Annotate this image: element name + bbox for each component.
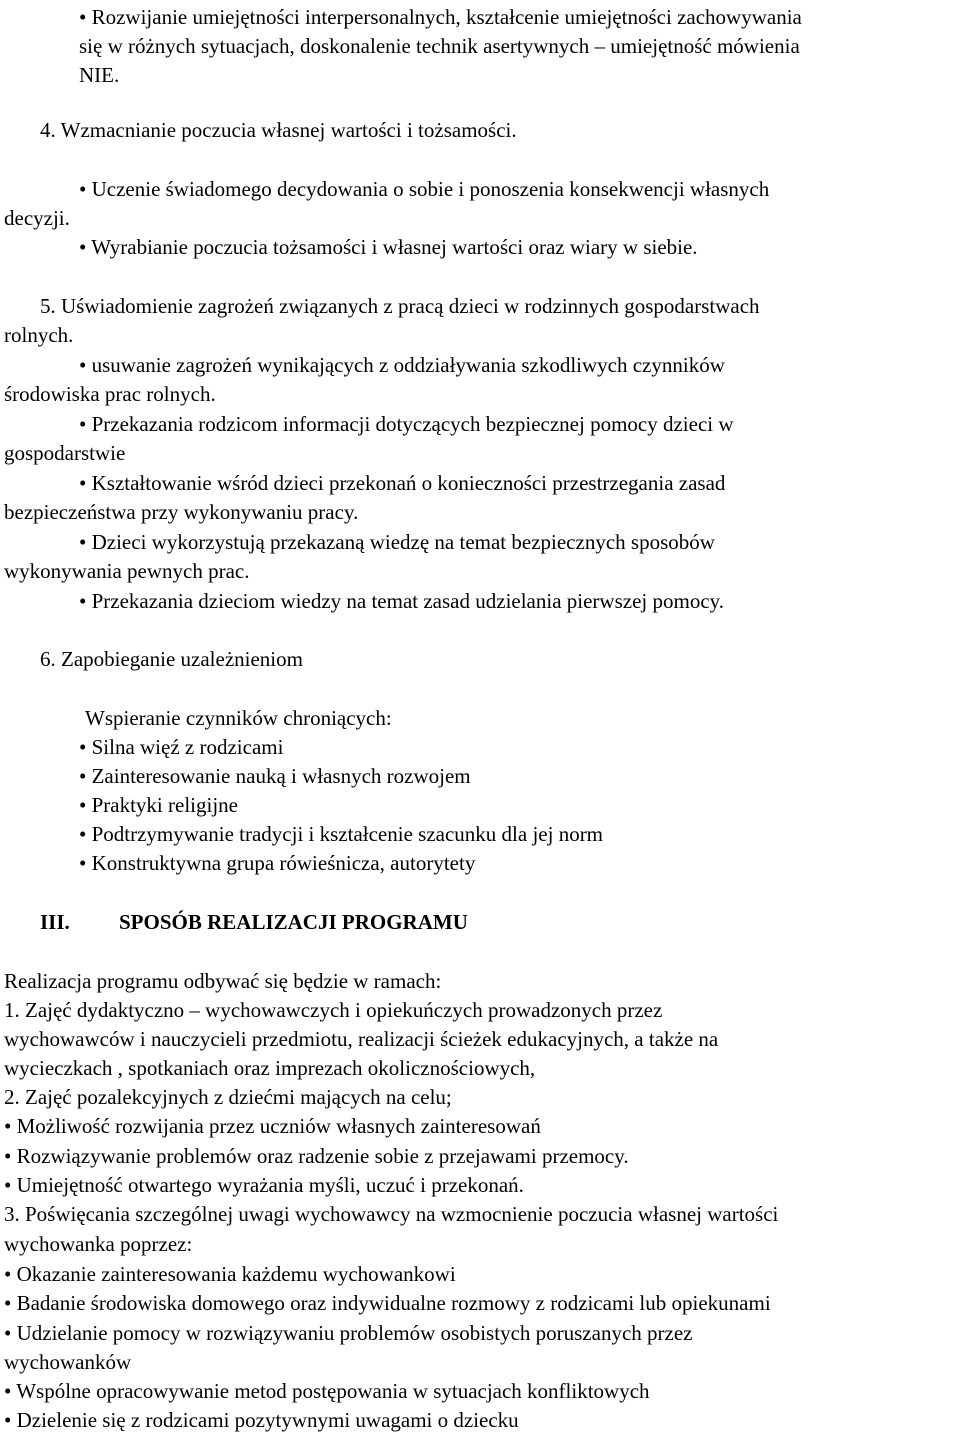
realizacja-line: wycieczkach , spotkaniach oraz imprezach okolicznościowych, bbox=[4, 1056, 536, 1080]
realizacja-line: wychowanków bbox=[4, 1350, 132, 1374]
bullet-text: NIE. bbox=[79, 63, 120, 87]
bullet-text: się w różnych sytuacjach, doskonalenie technik asertywnych – umiejętność mówienia bbox=[79, 34, 800, 58]
realizacja-line: • Dzielenie się z rodzicami pozytywnymi uwagami o dziecku bbox=[4, 1408, 519, 1432]
realizacja-line: • Okazanie zainteresowania każdemu wychowankowi bbox=[4, 1262, 456, 1286]
bullet-text: decyzji. bbox=[4, 206, 70, 230]
bullet-text: • Przekazania rodzicom informacji dotyczących bezpiecznej pomocy dzieci w bbox=[79, 412, 734, 436]
realizacja-line: • Udzielanie pomocy w rozwiązywaniu problemów osobistych poruszanych przez bbox=[4, 1321, 693, 1345]
bullet-text: gospodarstwie bbox=[4, 441, 126, 465]
realizacja-line: • Badanie środowiska domowego oraz indywidualne rozmowy z rodzicami lub opiekunami bbox=[4, 1291, 771, 1315]
bullet-text: • Rozwijanie umiejętności interpersonalnych, kształcenie umiejętności zachowywania bbox=[79, 5, 802, 29]
bullet-text: środowiska prac rolnych. bbox=[4, 382, 216, 406]
realizacja-line: 2. Zajęć pozalekcyjnych z dziećmi mających na celu; bbox=[4, 1085, 452, 1109]
bullet-text: • Przekazania dzieciom wiedzy na temat zasad udzielania pierwszej pomocy. bbox=[79, 589, 725, 613]
realizacja-line: • Rozwiązywanie problemów oraz radzenie sobie z przejawami przemocy. bbox=[4, 1144, 629, 1168]
realizacja-line: 3. Poświęcania szczególnej uwagi wychowawcy na wzmocnienie poczucia własnej wartości bbox=[4, 1202, 779, 1226]
section-6-heading: 6. Zapobieganie uzależnieniom bbox=[40, 647, 303, 671]
part-numeral: III. bbox=[40, 910, 70, 934]
bullet-text: • Kształtowanie wśród dzieci przekonań o konieczności przestrzegania zasad bbox=[79, 471, 726, 495]
bullet-text: • Podtrzymywanie tradycji i kształcenie szacunku dla jej norm bbox=[79, 822, 604, 846]
realizacja-line: 1. Zajęć dydaktyczno – wychowawczych i opiekuńczych prowadzonych przez bbox=[4, 998, 663, 1022]
section-5-heading-cont: rolnych. bbox=[4, 323, 74, 347]
bullet-text: wykonywania pewnych prac. bbox=[4, 559, 250, 583]
realizacja-line: • Umiejętność otwartego wyrażania myśli, uczuć i przekonań. bbox=[4, 1173, 524, 1197]
part-title: SPOSÓB REALIZACJI PROGRAMU bbox=[119, 910, 468, 934]
bullet-text: • Praktyki religijne bbox=[79, 793, 238, 817]
realizacja-line: wychowawców i nauczycieli przedmiotu, realizacji ścieżek edukacyjnych, a także na bbox=[4, 1027, 719, 1051]
bullet-text: • usuwanie zagrożeń wynikających z oddziaływania szkodliwych czynników bbox=[79, 353, 725, 377]
bullet-text: • Silna więź z rodzicami bbox=[79, 735, 284, 759]
bullet-text: • Wyrabianie poczucia tożsamości i własnej wartości oraz wiary w siebie. bbox=[79, 235, 698, 259]
realizacja-line: • Możliwość rozwijania przez uczniów własnych zainteresowań bbox=[4, 1114, 541, 1138]
bullet-text: • Dzieci wykorzystują przekazaną wiedzę na temat bezpiecznych sposobów bbox=[79, 530, 715, 554]
realizacja-line: wychowanka poprzez: bbox=[4, 1232, 193, 1256]
realizacja-intro: Realizacja programu odbywać się będzie w ramach: bbox=[4, 969, 442, 993]
section-6-subheading: Wspieranie czynników chroniących: bbox=[85, 706, 392, 730]
realizacja-line: • Wspólne opracowywanie metod postępowania w sytuacjach konfliktowych bbox=[4, 1379, 650, 1403]
bullet-text: bezpieczeństwa przy wykonywaniu pracy. bbox=[4, 500, 359, 524]
bullet-text: • Konstruktywna grupa rówieśnicza, autorytety bbox=[79, 851, 476, 875]
section-5-heading: 5. Uświadomienie zagrożeń związanych z pracą dzieci w rodzinnych gospodarstwach bbox=[40, 294, 760, 318]
bullet-text: • Uczenie świadomego decydowania o sobie i ponoszenia konsekwencji własnych bbox=[79, 177, 770, 201]
section-4-heading: 4. Wzmacnianie poczucia własnej wartości i tożsamości. bbox=[40, 118, 517, 142]
bullet-text: • Zainteresowanie nauką i własnych rozwojem bbox=[79, 764, 471, 788]
